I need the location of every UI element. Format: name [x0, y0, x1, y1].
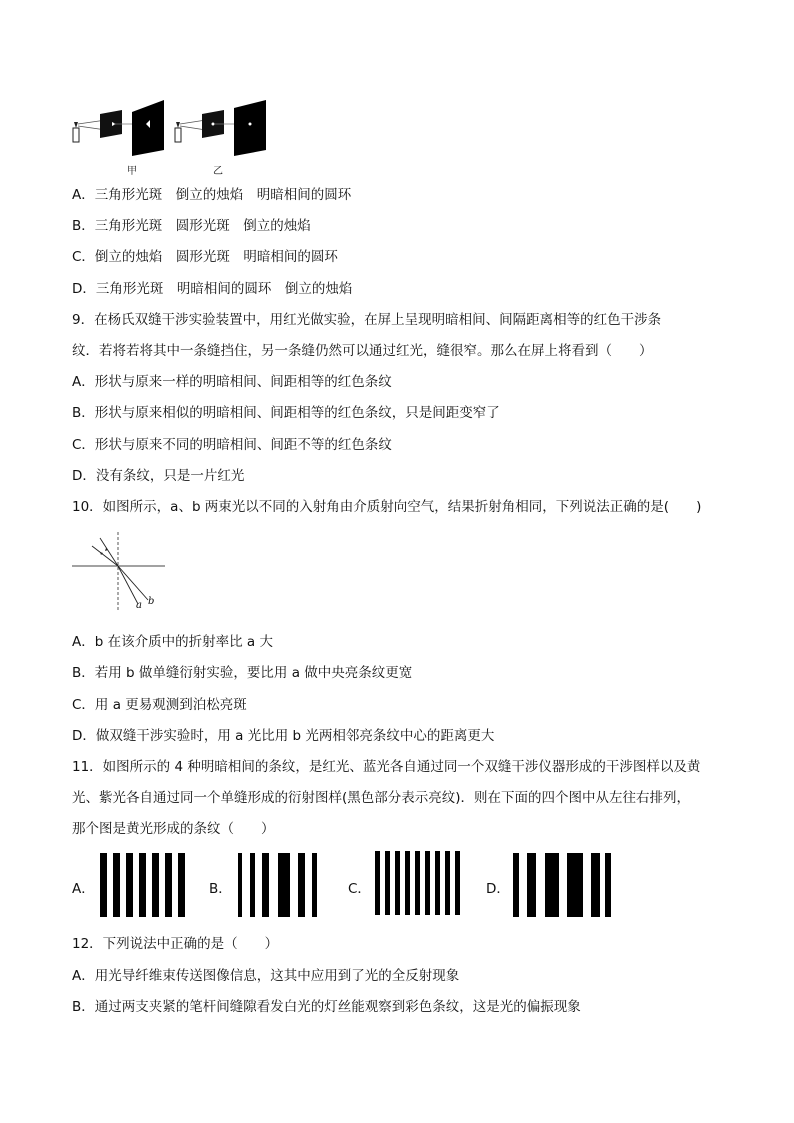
q8-option-b: B．三角形光斑 圆形光斑 倒立的烛焰	[72, 218, 311, 234]
q11-pattern-b-stripe	[238, 853, 242, 917]
q11-pattern-c-stripe	[415, 851, 420, 915]
q11-label-c: C．	[348, 881, 371, 897]
q8-caption-right: 乙	[213, 166, 223, 177]
q11-pattern-a-stripe	[178, 853, 185, 917]
q8-figure	[70, 100, 280, 180]
q12-option-b: B．通过两支夹紧的笔杆间缝隙看发白光的灯丝能观察到彩色条纹，这是光的偏振现象	[72, 999, 581, 1015]
q11-stem-line2: 光、紫光各自通过同一个单缝形成的衍射图样(黑色部分表示亮纹)．则在下面的四个图中从左往右排列，	[72, 790, 691, 806]
q11-pattern-d-stripe	[513, 853, 519, 917]
q9-option-c: C．形状与原来不同的明暗相间、间距不等的红色条纹	[72, 437, 392, 453]
q11-label-a: A．	[72, 881, 95, 897]
q11-pattern-d-stripe	[527, 853, 536, 917]
q10-option-d: D．做双缝干涉实验时，用 a 光比用 b 光两相邻亮条纹中心的距离更大	[72, 728, 495, 744]
q10-figure	[70, 530, 170, 615]
q11-pattern-c-stripe	[395, 851, 400, 915]
q11-pattern-d-stripe	[591, 853, 600, 917]
q11-stem-line3: 那个图是黄光形成的条纹（ ）	[72, 821, 275, 837]
q9-stem-line2: 纹．若将若将其中一条缝挡住，另一条缝仍然可以通过红光，缝很窄。那么在屏上将看到（ ）	[72, 343, 653, 359]
q8-option-a: A．三角形光斑 倒立的烛焰 明暗相间的圆环	[72, 187, 352, 203]
q11-pattern-a-stripe	[126, 853, 133, 917]
q11-pattern-c-stripe	[405, 851, 410, 915]
q11-pattern-d-stripe	[567, 853, 583, 917]
q8-figure-left-setup	[73, 100, 164, 156]
q11-stem-line1: 11．如图所示的 4 种明暗相间的条纹，是红光、蓝光各自通过同一个双缝干涉仪器形成的干涉图样以及黄	[72, 759, 701, 775]
q11-pattern-c	[375, 851, 461, 915]
q10-incident-ray-2	[100, 538, 118, 566]
q11-pattern-c-stripe	[455, 851, 460, 915]
q10-option-c: C．用 a 更易观测到泊松亮斑	[72, 697, 247, 713]
q8-figure-drawing	[70, 100, 280, 180]
q11-pattern-b	[238, 853, 322, 917]
q11-pattern-b-stripe	[250, 853, 255, 917]
q9-option-d: D．没有条纹，只是一片红光	[72, 468, 245, 484]
q10-refraction-diagram	[70, 530, 170, 615]
q11-pattern-a-stripe	[165, 853, 172, 917]
q10-stem: 10．如图所示，a、b 两束光以不同的入射角由介质射向空气，结果折射角相同，下列说法正确的是( )	[72, 499, 702, 515]
q8-caption-left: 甲	[127, 166, 137, 177]
q11-pattern-b-stripe	[278, 853, 290, 917]
q11-pattern-c-stripe	[425, 851, 430, 915]
q11-pattern-a	[100, 853, 186, 917]
q11-pattern-c-stripe	[375, 851, 380, 915]
q11-pattern-a-stripe	[113, 853, 120, 917]
q8-option-d: D．三角形光斑 明暗相间的圆环 倒立的烛焰	[72, 281, 353, 297]
q11-pattern-a-stripe	[100, 853, 107, 917]
q11-label-d: D．	[486, 881, 510, 897]
q11-pattern-d	[513, 853, 611, 917]
q11-pattern-c-stripe	[435, 851, 440, 915]
q8-figure-right-setup	[175, 100, 266, 156]
q9-stem-line1: 9．在杨氏双缝干涉实验装置中，用红光做实验，在屏上呈现明暗相间、间隔距离相等的红色干涉条	[72, 312, 662, 328]
q11-pattern-c-stripe	[385, 851, 390, 915]
q10-option-b: B．若用 b 做单缝衍射实验，要比用 a 做中央亮条纹更宽	[72, 665, 413, 681]
q8-option-c: C．倒立的烛焰 圆形光斑 明暗相间的圆环	[72, 249, 338, 265]
q10-label-a: a	[136, 600, 142, 611]
q11-pattern-c-stripe	[445, 851, 450, 915]
q11-pattern-d-stripe	[545, 853, 559, 917]
q11-pattern-a-stripe	[152, 853, 159, 917]
q11-pattern-b-stripe	[312, 853, 317, 917]
q11-pattern-b-stripe	[298, 853, 305, 917]
q12-option-a: A．用光导纤维束传送图像信息，这其中应用到了光的全反射现象	[72, 968, 460, 984]
q10-label-b: b	[148, 596, 155, 607]
q11-label-b: B．	[209, 881, 232, 897]
q10-option-a: A．b 在该介质中的折射率比 a 大	[72, 634, 273, 650]
q9-option-a: A．形状与原来一样的明暗相间、间距相等的红色条纹	[72, 374, 392, 390]
q11-pattern-a-stripe	[139, 853, 146, 917]
q10-incident-ray-1	[92, 546, 118, 566]
q9-option-b: B．形状与原来相似的明暗相间、间距相等的红色条纹，只是间距变窄了	[72, 405, 500, 421]
q11-pattern-d-stripe	[605, 853, 611, 917]
q12-stem: 12．下列说法中正确的是（ ）	[72, 936, 279, 952]
q11-pattern-b-stripe	[262, 853, 269, 917]
